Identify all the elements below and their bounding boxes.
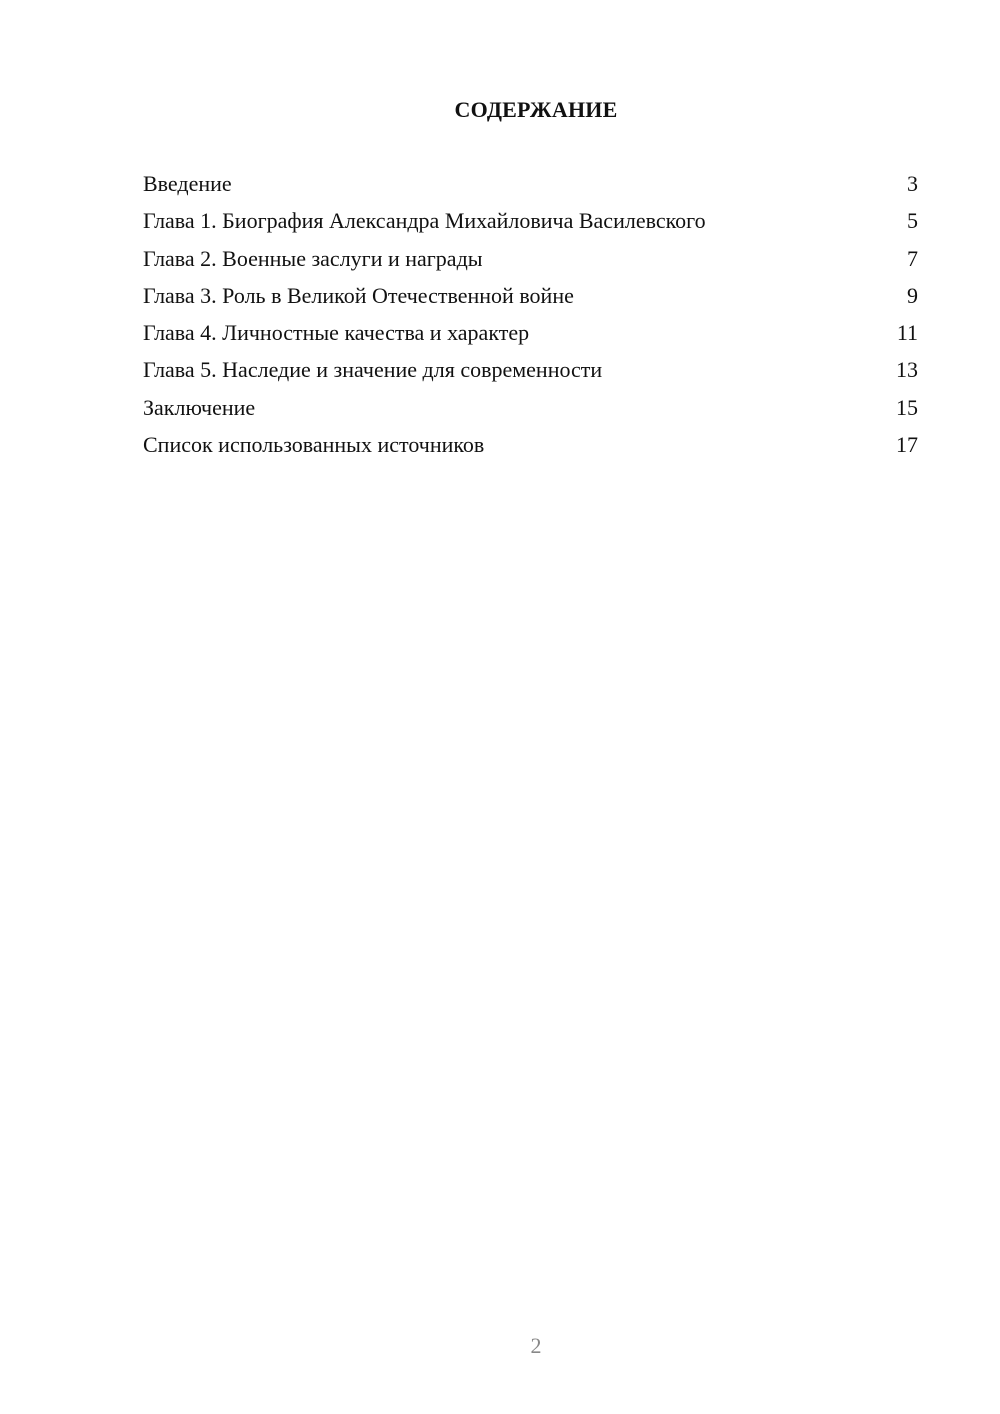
toc-entry-chapter-4[interactable] [143,317,918,354]
toc-entry-label: Список использованных источников [143,432,485,458]
toc-entry-page: 13 [896,357,918,383]
table-of-contents [143,168,918,466]
toc-entry-references[interactable] [143,429,918,466]
page-title: СОДЕРЖАНИЕ [454,97,618,122]
toc-entry-label: Глава 2. Военные заслуги и награды [143,245,483,271]
toc-entry-chapter-1[interactable] [143,205,918,242]
toc-entry-label: Глава 3. Роль в Великой Отечественной войне [143,282,574,308]
toc-entry-introduction[interactable] [143,168,918,205]
toc-entry-label: Глава 1. Биография Александра Михайловича Василевского [143,208,706,234]
page-number: 2 [530,1333,542,1358]
toc-entry-page: 9 [907,282,918,308]
toc-entry-chapter-5[interactable] [143,354,918,391]
toc-entry-chapter-2[interactable] [143,243,918,280]
toc-entry-page: 17 [896,432,918,458]
toc-entry-conclusion[interactable] [143,392,918,429]
toc-entry-label: Заключение [143,394,256,420]
toc-entry-page: 15 [896,394,918,420]
toc-entry-page: 3 [907,171,918,196]
toc-entry-label: Глава 5. Наследие и значение для современности [143,357,603,383]
toc-entry-label: Глава 4. Личностные качества и характер [143,320,530,346]
toc-entry-page: 11 [896,320,918,346]
toc-entry-chapter-3[interactable] [143,280,918,317]
toc-entry-page: 5 [907,208,918,234]
toc-entry-label: Введение [143,171,232,196]
toc-entry-page: 7 [907,245,918,271]
